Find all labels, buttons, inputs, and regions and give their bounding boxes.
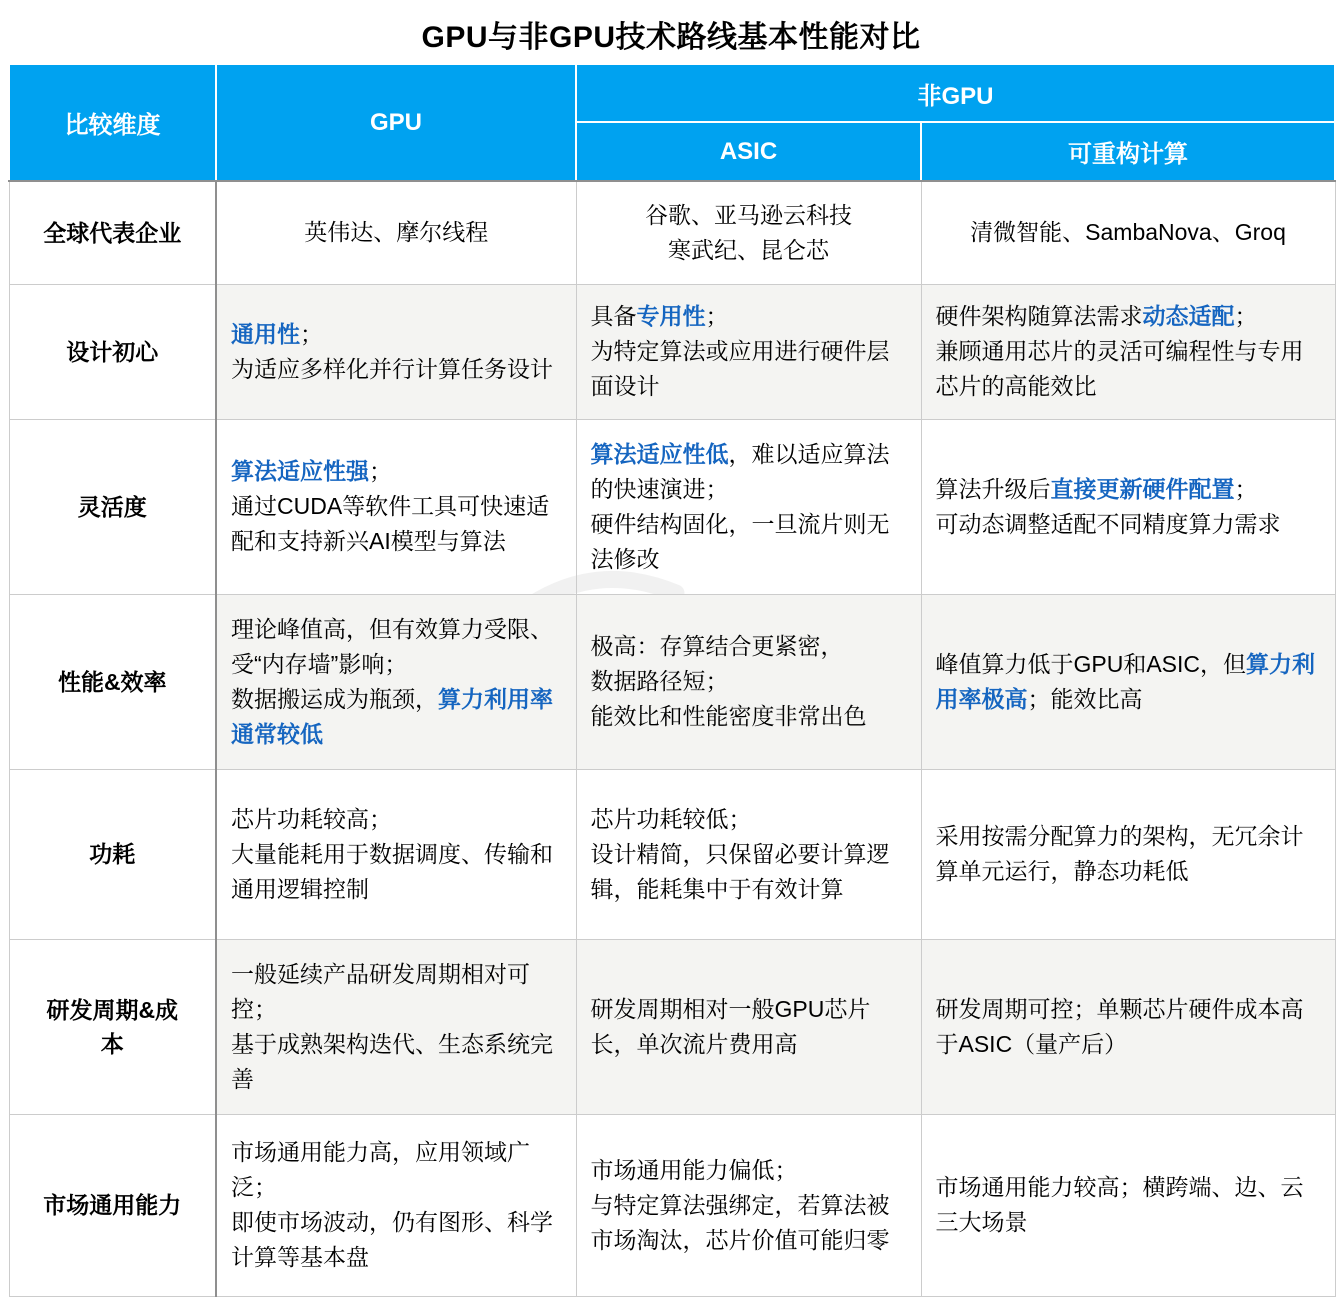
cell-asic: 具备专用性； 为特定算法或应用进行硬件层面设计 (576, 284, 921, 419)
cell-asic: 研发周期相对一般GPU芯片长，单次流片费用高 (576, 939, 921, 1114)
header-gpu: GPU (216, 64, 576, 181)
table-row (9, 284, 1335, 419)
table-row (9, 769, 1335, 939)
cell-gpu: 算法适应性强； 通过CUDA等软件工具可快速适配和支持新兴AI模型与算法 (216, 419, 576, 594)
header-dimension: 比较维度 (9, 64, 216, 181)
cell-asic: 算法适应性低，难以适应算法的快速演进； 硬件结构固化，一旦流片则无法修改 (576, 419, 921, 594)
cell-gpu: 市场通用能力高，应用领域广泛； 即使市场波动，仍有图形、科学计算等基本盘 (216, 1114, 576, 1296)
table-row (9, 181, 1335, 284)
cell-reconfigurable: 硬件架构随算法需求动态适配； 兼顾通用芯片的灵活可编程性与专用芯片的高能效比 (921, 284, 1335, 419)
cell-gpu: 通用性； 为适应多样化并行计算任务设计 (216, 284, 576, 419)
cell-reconfigurable: 采用按需分配算力的架构，无冗余计算单元运行，静态功耗低 (921, 769, 1335, 939)
header-asic: ASIC (576, 122, 921, 181)
comparison-table (8, 63, 1336, 1297)
cell-gpu: 芯片功耗较高； 大量能耗用于数据调度、传输和通用逻辑控制 (216, 769, 576, 939)
cell-gpu: 英伟达、摩尔线程 (216, 181, 576, 284)
row-dimension: 全球代表企业 (9, 181, 216, 284)
table-header (9, 64, 1335, 181)
cell-asic: 市场通用能力偏低； 与特定算法强绑定，若算法被市场淘汰，芯片价值可能归零 (576, 1114, 921, 1296)
table-row (9, 939, 1335, 1114)
cell-gpu: 一般延续产品研发周期相对可控； 基于成熟架构迭代、生态系统完善 (216, 939, 576, 1114)
cell-reconfigurable: 市场通用能力较高；横跨端、边、云三大场景 (921, 1114, 1335, 1296)
row-dimension: 设计初心 (9, 284, 216, 419)
cell-reconfigurable: 峰值算力低于GPU和ASIC，但算力利用率极高；能效比高 (921, 594, 1335, 769)
table-body (9, 181, 1335, 1296)
cell-reconfigurable: 研发周期可控；单颗芯片硬件成本高于ASIC（量产后） (921, 939, 1335, 1114)
cell-asic: 极高：存算结合更紧密， 数据路径短； 能效比和性能密度非常出色 (576, 594, 921, 769)
cell-gpu: 理论峰值高，但有效算力受限、受“内存墙”影响； 数据搬运成为瓶颈，算力利用率通常较低 (216, 594, 576, 769)
row-dimension: 研发周期&成本 (9, 939, 216, 1114)
row-dimension: 性能&效率 (9, 594, 216, 769)
cell-reconfigurable: 清微智能、SambaNova、Groq (921, 181, 1335, 284)
page-title: GPU与非GPU技术路线基本性能对比 (421, 21, 921, 54)
header-reconfigurable: 可重构计算 (921, 122, 1335, 181)
header-non-gpu: 非GPU (576, 64, 1335, 122)
table-row (9, 594, 1335, 769)
row-dimension: 功耗 (9, 769, 216, 939)
table-row (9, 419, 1335, 594)
cell-asic: 谷歌、亚马逊云科技 寒武纪、昆仑芯 (576, 181, 921, 284)
row-dimension: 市场通用能力 (9, 1114, 216, 1296)
cell-asic: 芯片功耗较低； 设计精简，只保留必要计算逻辑，能耗集中于有效计算 (576, 769, 921, 939)
table-row (9, 1114, 1335, 1296)
cell-reconfigurable: 算法升级后直接更新硬件配置； 可动态调整适配不同精度算力需求 (921, 419, 1335, 594)
row-dimension: 灵活度 (9, 419, 216, 594)
